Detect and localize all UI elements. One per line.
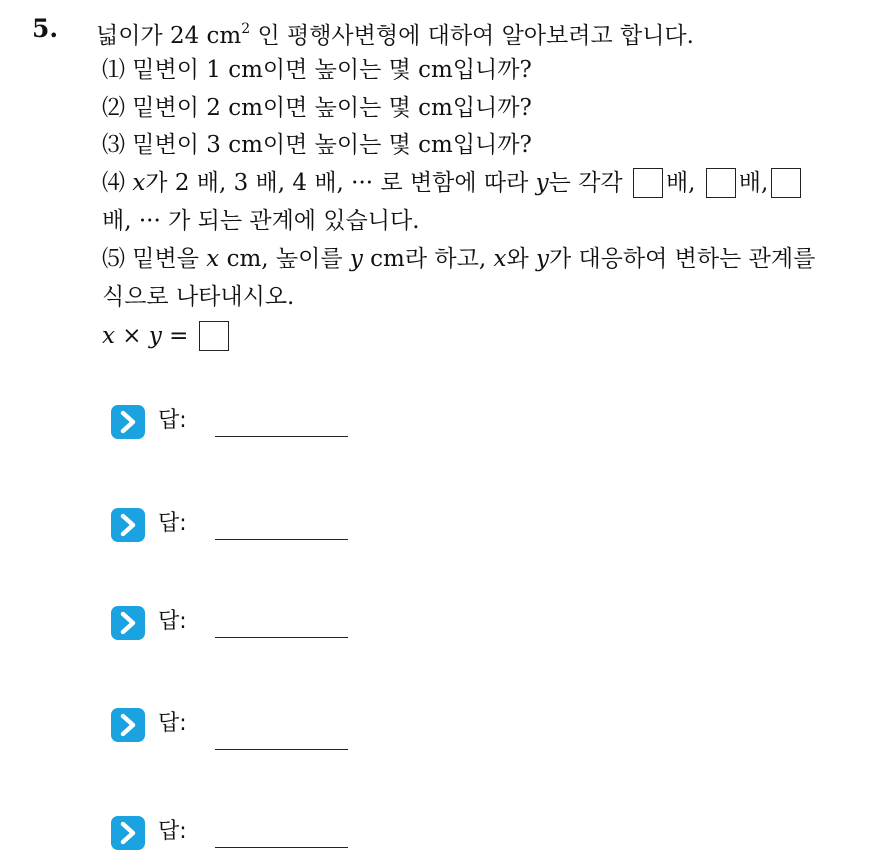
sub-question-5-continued: 식으로 나타내시오. — [102, 284, 295, 310]
sub-question-1: ⑴ 밑변이 1 cm이면 높이는 몇 cm입니까? — [102, 57, 532, 83]
answer-label: 답: — [158, 408, 187, 433]
chevron-right-icon — [110, 507, 146, 543]
answer-row-3 — [110, 605, 370, 645]
question-number: 5. — [32, 14, 59, 43]
question-intro: 넓이가 24 $cm^2$ 인 평행사변형에 대하여 알아보려고 합니다. — [96, 21, 694, 49]
answer-row-2 — [110, 507, 370, 547]
answer-label: 답: — [158, 819, 187, 844]
answer-label: 답: — [158, 711, 187, 736]
sub-question-2: ⑵ 밑변이 2 cm이면 높이는 몇 cm입니까? — [102, 95, 532, 121]
answer-line[interactable] — [215, 637, 348, 638]
sub-question-4-continued: 배, ··· 가 되는 관계에 있습니다. — [102, 208, 420, 234]
chevron-right-icon — [110, 404, 146, 440]
answer-label: 답: — [158, 609, 187, 634]
answer-row-4 — [110, 707, 370, 747]
formula: x × y = — [102, 321, 232, 351]
sub-question-3: ⑶ 밑변이 3 cm이면 높이는 몇 cm입니까? — [102, 132, 532, 158]
answer-blank-box[interactable] — [706, 168, 736, 198]
chevron-right-icon — [110, 815, 146, 851]
sub-question-4: ⑷ x가 2 배, 3 배, 4 배, ··· 로 변함에 따라 y는 각각 배, 배, — [102, 168, 804, 198]
answer-label: 답: — [158, 511, 187, 536]
answer-line[interactable] — [215, 847, 348, 848]
answer-line[interactable] — [215, 749, 348, 750]
answer-blank-box[interactable] — [199, 321, 229, 351]
answer-line[interactable] — [215, 436, 348, 437]
answer-blank-box[interactable] — [771, 168, 801, 198]
chevron-right-icon — [110, 707, 146, 743]
answer-row-5 — [110, 815, 370, 855]
answer-blank-box[interactable] — [633, 168, 663, 198]
sub-question-5: ⑸ 밑변을 x cm, 높이를 y cm라 하고, x와 y가 대응하여 변하는 관계를 — [102, 246, 816, 272]
answer-line[interactable] — [215, 539, 348, 540]
answer-row-1 — [110, 404, 370, 444]
chevron-right-icon — [110, 605, 146, 641]
